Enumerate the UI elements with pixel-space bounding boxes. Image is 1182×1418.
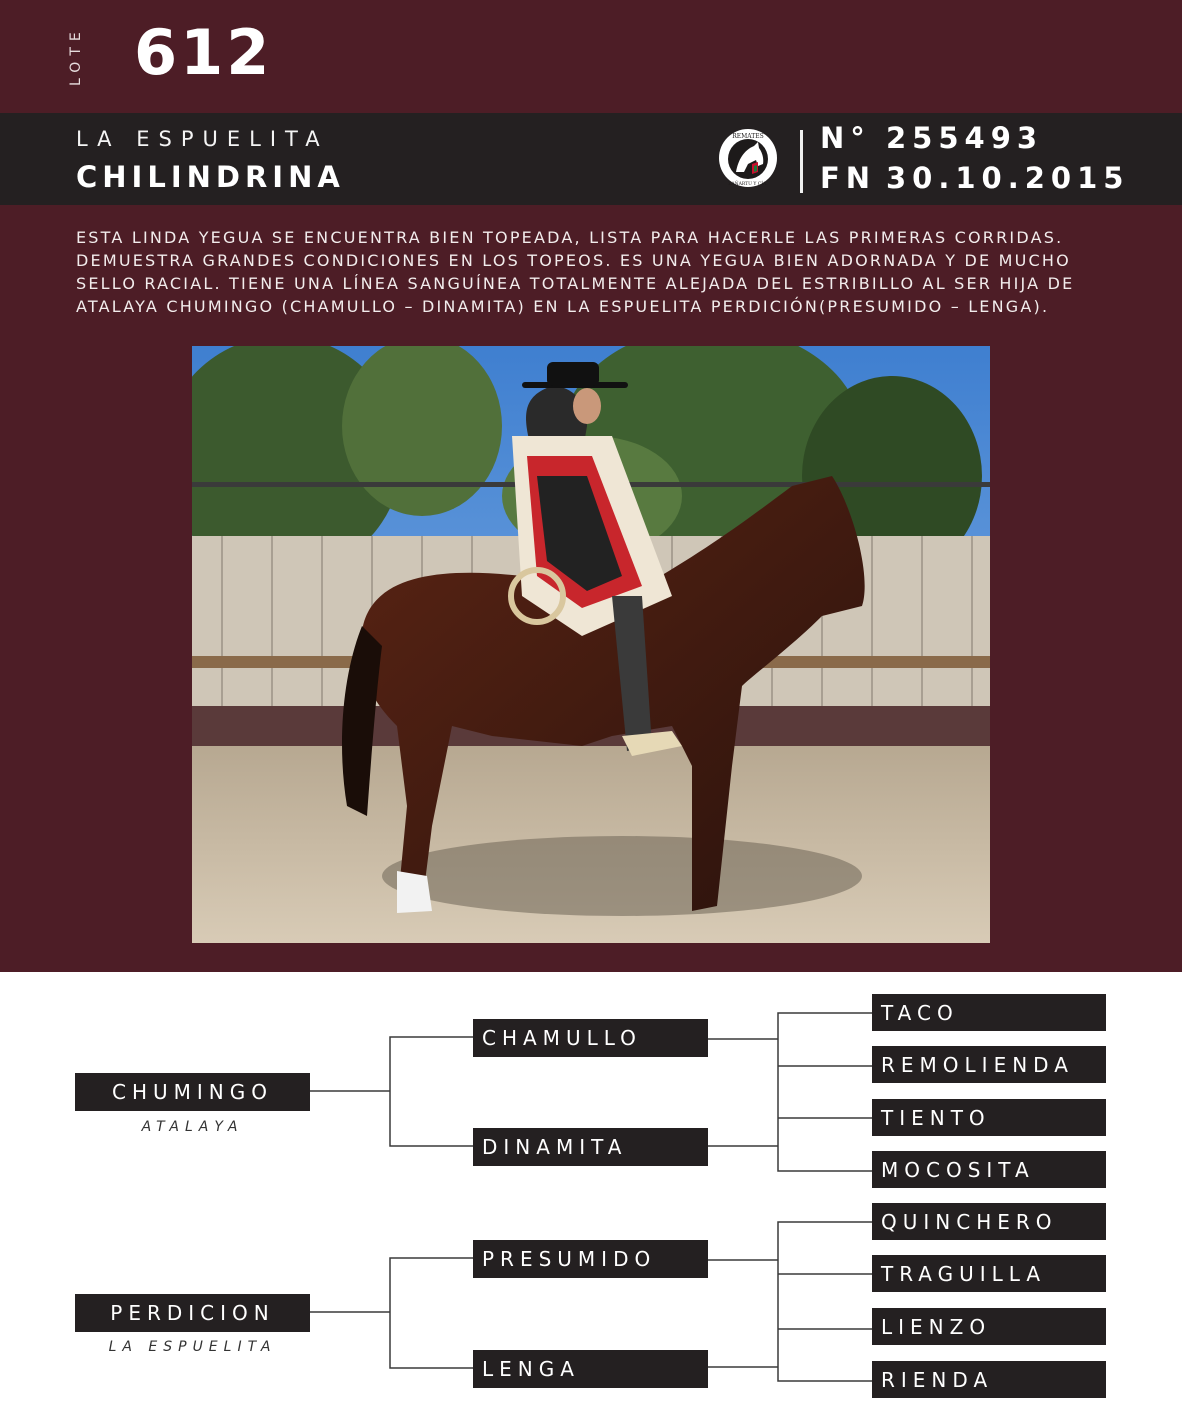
great-grandparent-box: QUINCHERO [872, 1203, 1106, 1240]
birth-date-label: FN [820, 161, 877, 195]
sire-box: CHUMINGO [75, 1073, 310, 1111]
dam-prefix: LA ESPUELITA [108, 1339, 277, 1355]
sire-prefix: ATALAYA [141, 1119, 244, 1135]
great-grandparent-box: REMOLIENDA [872, 1046, 1106, 1083]
great-grandparent-box: MOCOSITA [872, 1151, 1106, 1188]
lot-number: 612 [134, 16, 273, 89]
dam-dam-box: LENGA [473, 1350, 708, 1388]
sire-dam-box: DINAMITA [473, 1128, 708, 1166]
lot-label: LOTE [68, 26, 84, 86]
great-grandparent-box: RIENDA [872, 1361, 1106, 1398]
description: ESTA LINDA YEGUA SE ENCUENTRA BIEN TOPEADA, LISTA PARA HACERLE LAS PRIMERAS CORRIDAS. DEMUESTRA GRANDES CONDICIONES EN LOS TOPEOS. ES UNA YEGUA BIEN ADORNADA Y DE MUCHO SELLO RACIAL. TIENE UNA LÍNEA SANGUÍNEA TOTALMENTE ALEJADA DEL ESTRIBILLO AL SER HIJA DE ATALAYA CHUMINGO (CHAMULLO – DINAMITA) EN LA ESPUELITA PERDICIÓN(PRESUMIDO – LENGA). [76, 228, 1075, 316]
great-grandparent-box: TACO [872, 994, 1106, 1031]
sire-sire-box: CHAMULLO [473, 1019, 708, 1057]
svg-text:ZAÑARTU Y CÍA.: ZAÑARTU Y CÍA. [728, 182, 768, 187]
great-grandparent-box: TIENTO [872, 1099, 1106, 1136]
svg-text:REMATES: REMATES [732, 133, 764, 140]
breeder-name: LA ESPUELITA [76, 127, 329, 151]
horse-name: CHILINDRINA [76, 160, 345, 194]
great-grandparent-box: TRAGUILLA [872, 1255, 1106, 1292]
dam-sire-box: PRESUMIDO [473, 1240, 708, 1278]
birth-date: 30.10.2015 [886, 161, 1130, 195]
great-grandparent-box: LIENZO [872, 1308, 1106, 1345]
dam-box: PERDICION [75, 1294, 310, 1332]
registration-number: 255493 [886, 121, 1044, 155]
registration-label: N° [820, 121, 871, 155]
